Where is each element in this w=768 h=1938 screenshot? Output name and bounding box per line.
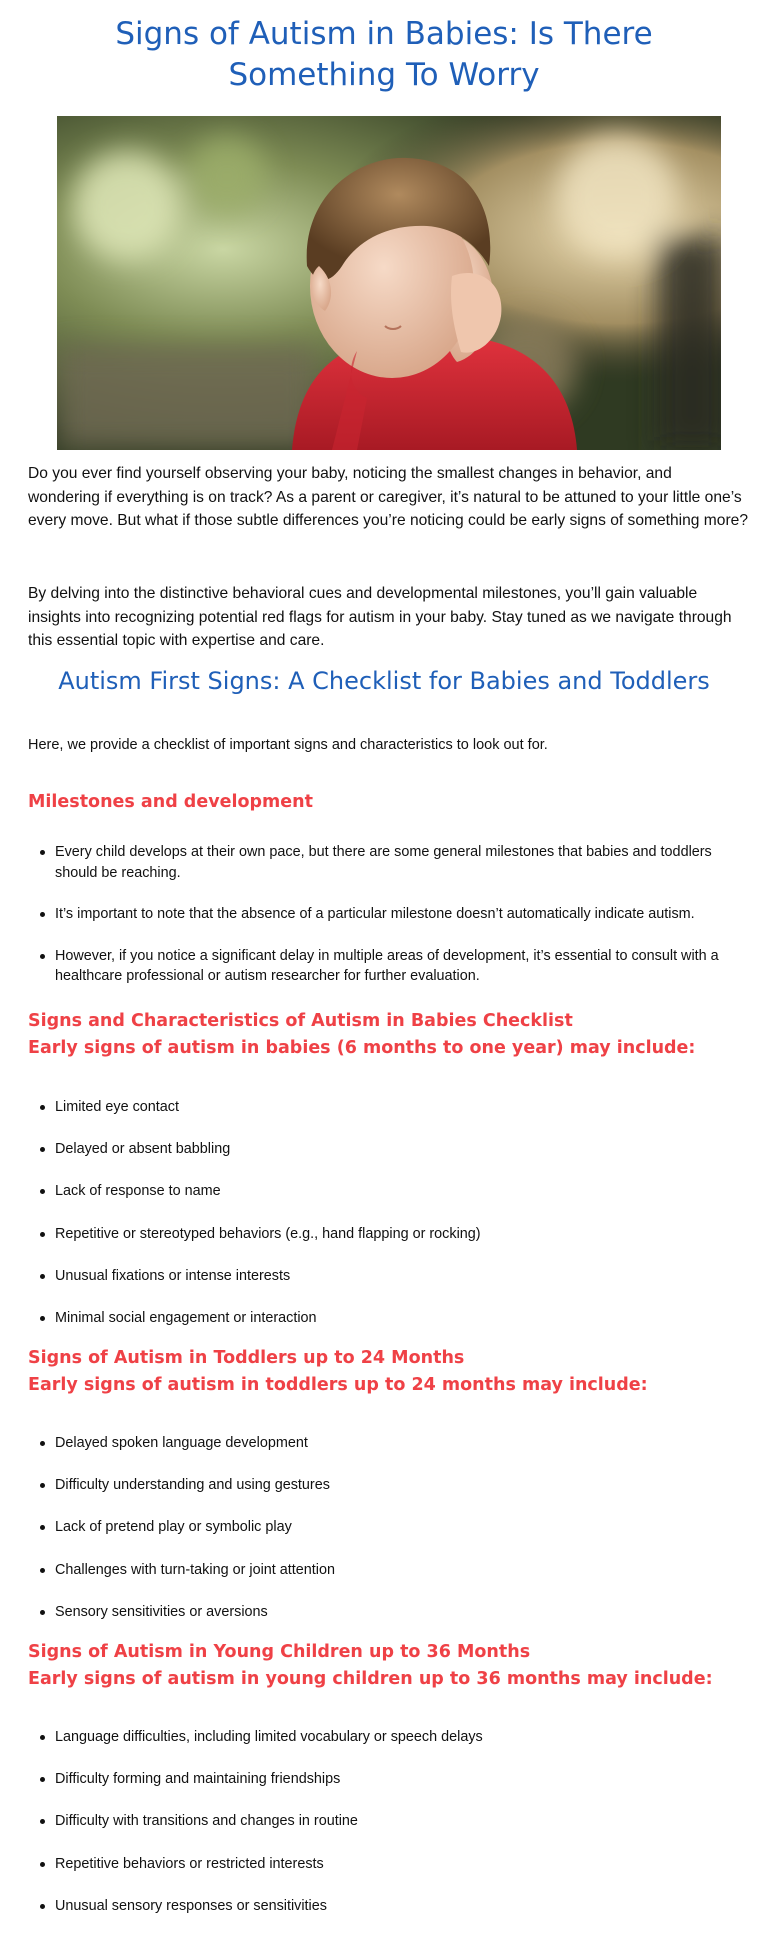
young-list (28, 1727, 744, 1938)
babies-subheading-text: Early signs of autism in babies (6 months to one year) may include: (28, 1038, 696, 1058)
list-item: Delayed spoken language development (28, 1433, 744, 1454)
babies-list (28, 1097, 744, 1350)
list-item: Minimal social engagement or interaction (28, 1308, 744, 1329)
list-item: Unusual fixations or intense interests (28, 1266, 744, 1287)
toddlers-subheading-text: Early signs of autism in toddlers up to 24 months may include: (28, 1375, 648, 1395)
list-item: Sensory sensitivities or aversions (28, 1602, 744, 1623)
list-item: Every child develops at their own pace, but there are some general milestones that babies and toddlers should be reaching. (28, 842, 744, 883)
list-item: Repetitive or stereotyped behaviors (e.g., hand flapping or rocking) (28, 1224, 744, 1245)
checklist-heading: Autism First Signs: A Checklist for Babies and Toddlers (58, 667, 710, 695)
young-heading-text: Signs of Autism in Young Children up to 36 Months (28, 1642, 531, 1662)
hero-image (57, 116, 721, 450)
intro-paragraph-1: Do you ever find yourself observing your baby, noticing the smallest changes in behavior, and wondering if everything is on track? As a parent or caregiver, it’s natural to be attuned to your little one’s every move. But what if those subtle differences you’re noticing could be early signs of something more? (28, 465, 749, 529)
intro-paragraph-2: By delving into the distinctive behavioral cues and developmental milestones, you’ll gain valuable insights into recognizing potential red flags for autism in your baby. Stay tuned as we navigate through this essential topic with expertise and care. (28, 585, 732, 649)
checklist-intro: Here, we provide a checklist of important signs and characteristics to look out for. (28, 737, 548, 753)
babies-heading-text: Signs and Characteristics of Autism in Babies Checklist (28, 1011, 573, 1031)
milestones-heading (28, 789, 748, 816)
list-item: However, if you notice a significant delay in multiple areas of development, it’s essential to consult with a healthcare professional or autism researcher for further evaluation. (28, 946, 744, 987)
list-item: Lack of response to name (28, 1181, 744, 1202)
milestones-list (28, 842, 744, 1008)
young-heading (28, 1639, 748, 1693)
list-item: Repetitive behaviors or restricted interests (28, 1854, 744, 1875)
page-title: Signs of Autism in Babies: Is There Something To Worry (115, 16, 653, 93)
list-item: Difficulty forming and maintaining friendships (28, 1769, 744, 1790)
young-subheading-text: Early signs of autism in young children up to 36 months may include: (28, 1669, 713, 1689)
babies-heading (28, 1008, 748, 1062)
toddlers-list (28, 1433, 744, 1644)
toddlers-heading-text: Signs of Autism in Toddlers up to 24 Months (28, 1348, 465, 1368)
list-item: Language difficulties, including limited vocabulary or speech delays (28, 1727, 744, 1748)
list-item: Lack of pretend play or symbolic play (28, 1517, 744, 1538)
toddlers-heading (28, 1345, 748, 1399)
list-item: Limited eye contact (28, 1097, 744, 1118)
milestones-heading-text: Milestones and development (28, 792, 313, 812)
list-item: Difficulty with transitions and changes in routine (28, 1811, 744, 1832)
list-item: Difficulty understanding and using gestures (28, 1475, 744, 1496)
list-item: It’s important to note that the absence of a particular milestone doesn’t automatically indicate autism. (28, 904, 744, 925)
list-item: Delayed or absent babbling (28, 1139, 744, 1160)
list-item: Unusual sensory responses or sensitivities (28, 1896, 744, 1917)
list-item: Challenges with turn-taking or joint attention (28, 1560, 744, 1581)
